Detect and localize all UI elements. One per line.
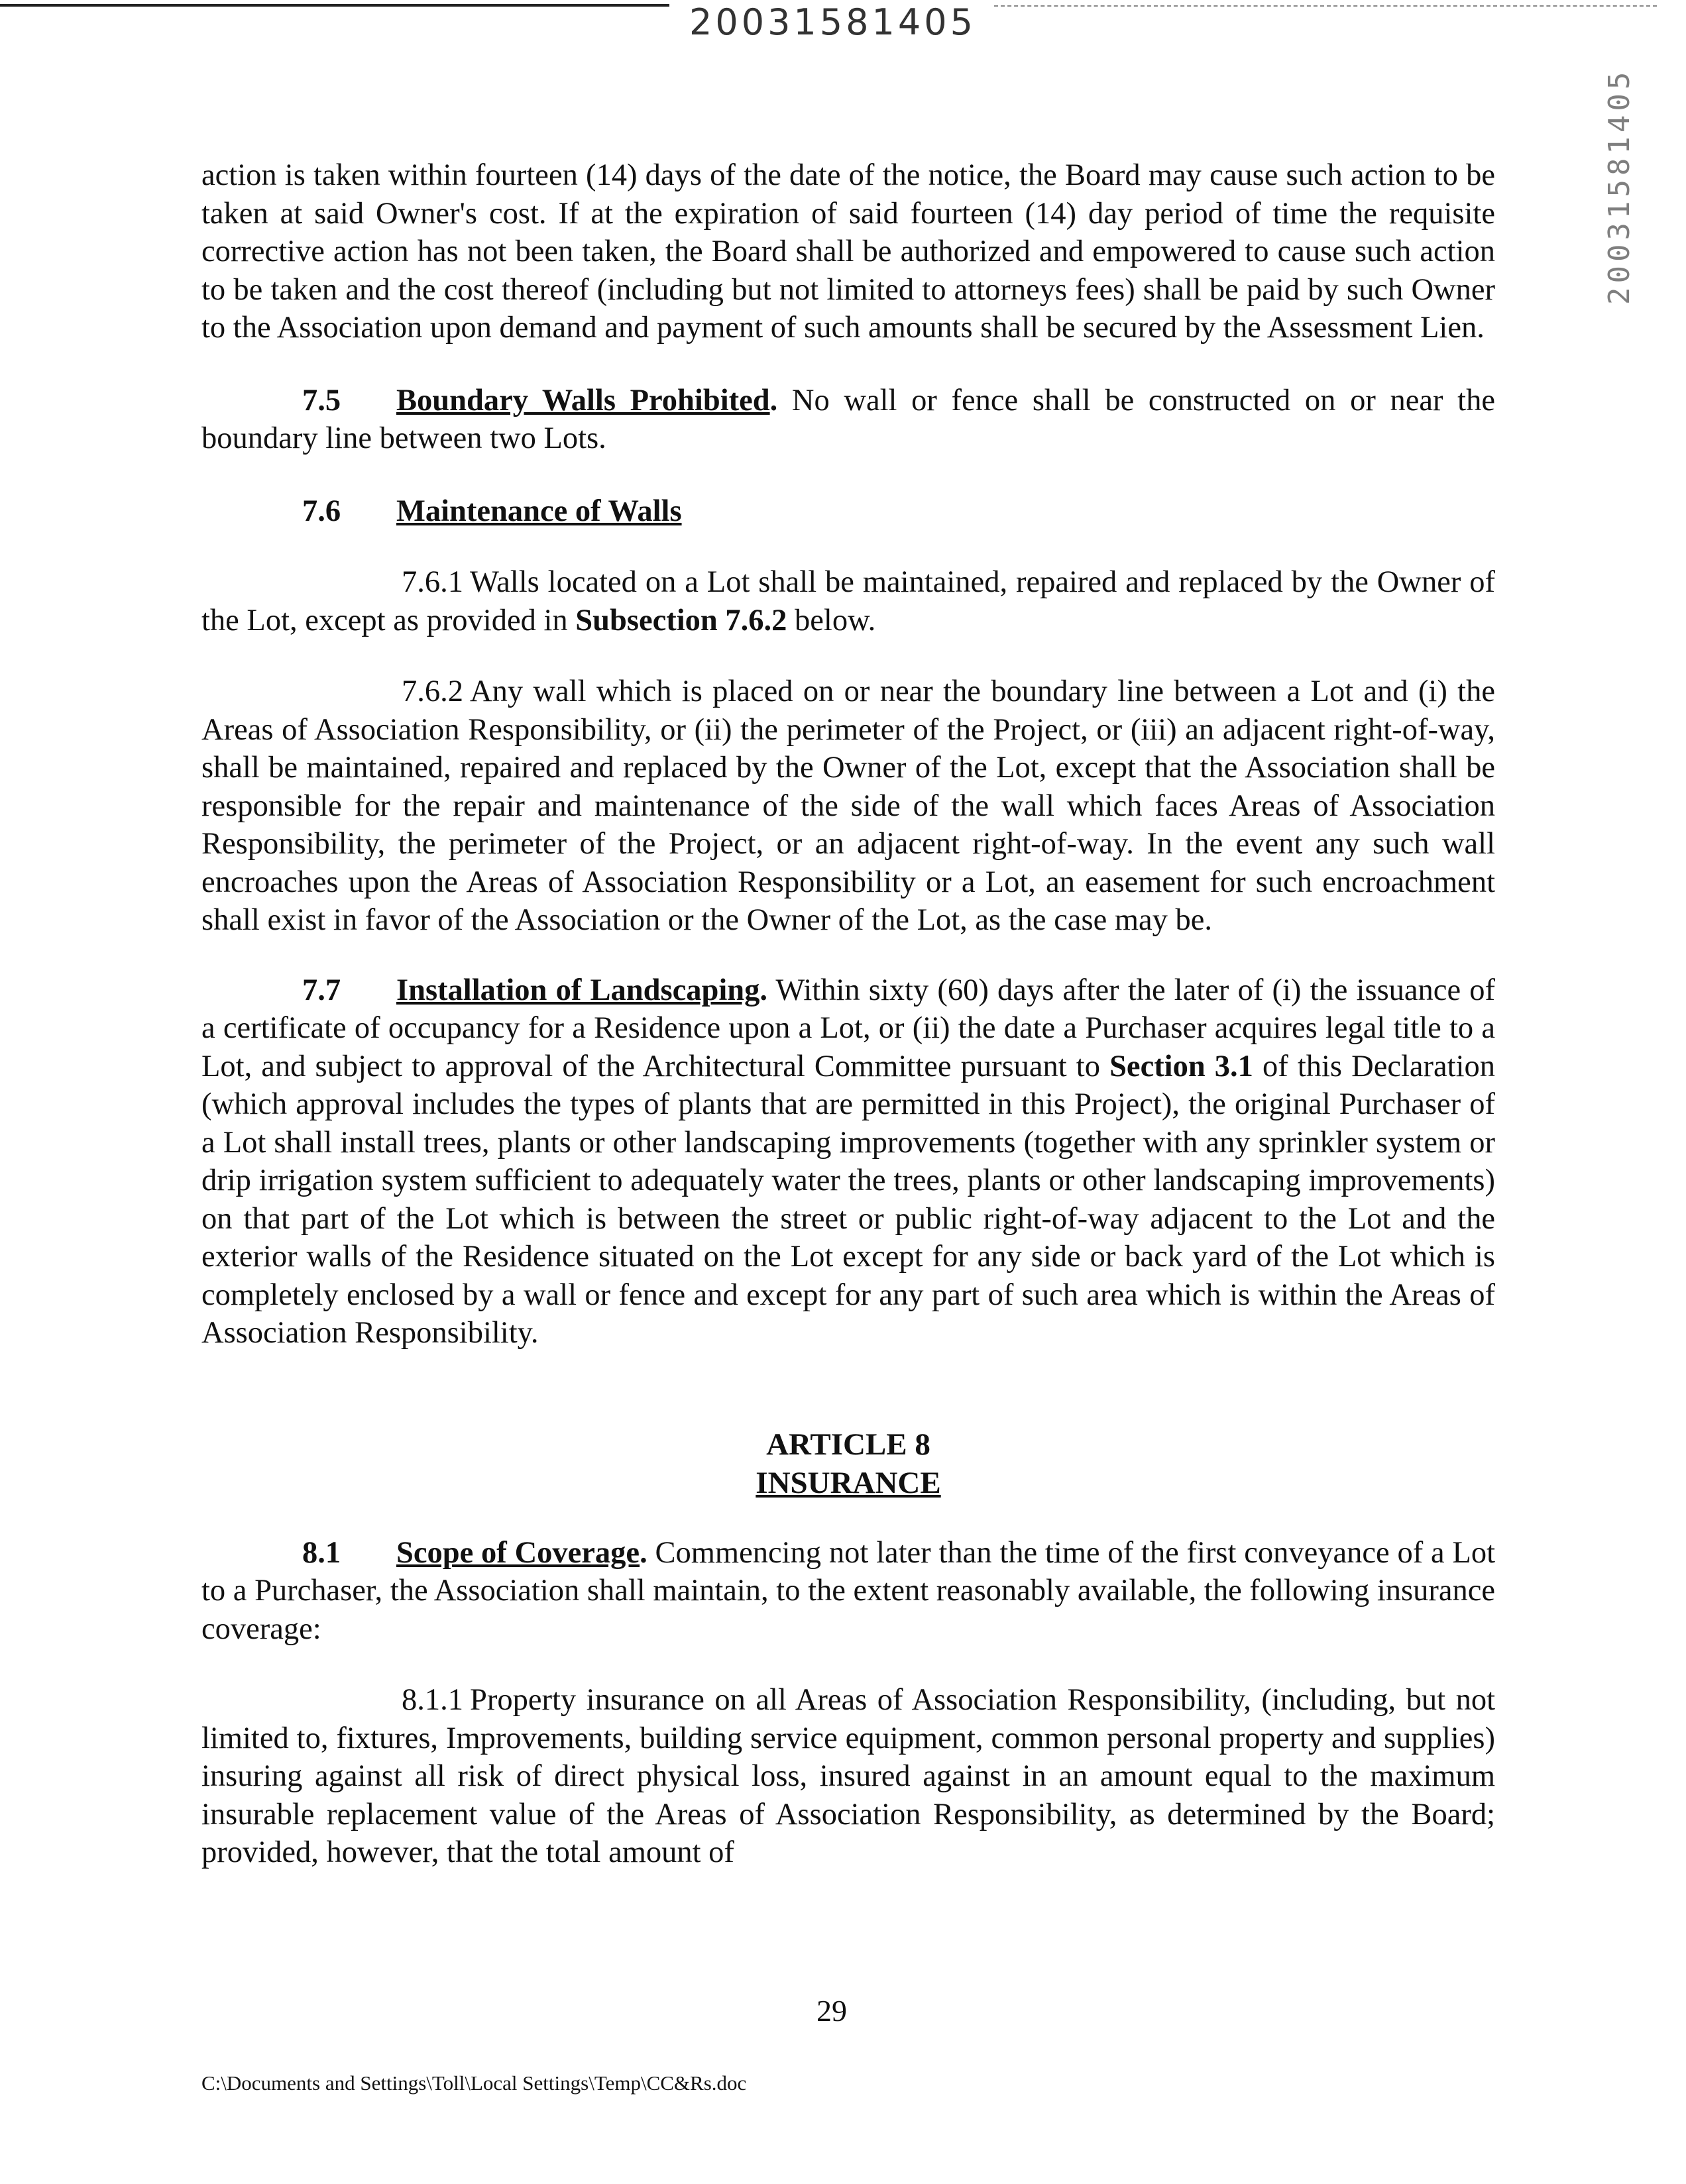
subsection-number: 8.1.1 (402, 1683, 463, 1717)
footer-file-path: C:\Documents and Settings\Toll\Local Settings\Temp\CC&Rs.doc (201, 2071, 747, 2095)
section-text: Commencing not later than the time of the first conveyance of a Lot to a Purchaser, the Association shall maintain, to the extent reasonably available, the following insurance coverage: (201, 1535, 1495, 1646)
section-number: 8.1 (302, 1535, 341, 1570)
section-text-b: of this Declaration (which approval includes the types of plants that are permitted in this Project), the original Purchaser of a Lot shall install trees, plants or other landscaping improvements (together with any sprinkler system or drip irrigation system sufficient to adequately water the trees, plants or other landscaping improvements) on that part of the Lot which is between the street or public right-of-way adjacent to the Lot and the exterior walls of the Residence situated on the Lot except for any side or back yard of the Lot which is completely enclosed by a wall or fence and except for any part of such area which is within the Areas of Association Responsibility. (201, 1049, 1495, 1350)
title-period: . (640, 1535, 647, 1570)
section-text: No wall or fence shall be constructed on or near the boundary line between two Lots. (201, 383, 1495, 455)
title-period: . (769, 383, 778, 417)
subsection-number: 7.6.2 (402, 675, 463, 708)
section-number: 7.6 (302, 494, 341, 528)
page-body (201, 156, 1495, 1872)
subsection-text: Any wall which is placed on or near the boundary line between a Lot and (i) the Areas of Association Responsibility, or (ii) the perimeter of the Project, or (iii) an adjacent right-of-way, shall be maintained, repaired and replaced by the Owner of the Lot, except that the Association shall be responsible for the repair and maintenance of the side of the wall which faces Areas of Association Responsibility, the perimeter of the Project, or an adjacent right-of-way. In the event any such wall encroaches upon the Areas of Association Responsibility or a Lot, an easement for such encroachment shall exist in favor of the Association or the Owner of the Lot, as the case may be. (201, 675, 1495, 937)
side-recording-stamp: 20031581405 (1602, 68, 1636, 305)
section-7-7 (201, 971, 1495, 1352)
section-8-1 (201, 1534, 1495, 1649)
top-rule-faint (994, 5, 1657, 7)
article-title: INSURANCE (756, 1465, 941, 1500)
section-title: Maintenance of Walls (396, 494, 682, 528)
section-title: Boundary Walls Prohibited (396, 383, 770, 417)
section-title: Installation of Landscaping (396, 973, 760, 1007)
subsection-text-b: below. (787, 603, 876, 637)
subsection-text-a: Walls located on a Lot shall be maintained, repaired and replaced by the Owner of the Lot, except as provided in (201, 565, 1495, 637)
subsection-7-6-2 (201, 673, 1495, 940)
subsection-number: 7.6.1 (402, 565, 463, 599)
top-rule (0, 4, 669, 7)
section-number: 7.7 (302, 973, 341, 1007)
article-heading (201, 1425, 1495, 1502)
section-text-a: Within sixty (60) days after the later of (i) the issuance of a certificate of occupancy for a Residence upon a Lot, or (ii) the date a Purchaser acquires legal title to a Lot, and subject to approval of the Architectural Committee pursuant to (201, 973, 1495, 1083)
intro-paragraph: action is taken within fourteen (14) days of the date of the notice, the Board may cause such action to be taken at said Owner's cost. If at the expiration of said fourteen (14) day period of time the requisite corrective action has not been taken, the Board shall be authorized and empowered to cause such action to be taken and the cost thereof (including but not limited to attorneys fees) shall be paid by such Owner to the Association upon demand and payment of such amounts shall be secured by the Assessment Lien. (201, 158, 1495, 345)
article-label: ARTICLE 8 (766, 1427, 930, 1462)
section-title: Scope of Coverage (396, 1535, 640, 1570)
section-7-6 (201, 492, 1495, 531)
section-7-5 (201, 382, 1495, 458)
document-number: 20031581405 (689, 1, 976, 43)
subsection-reference: Subsection 7.6.2 (575, 603, 787, 637)
subsection-7-6-1 (201, 563, 1495, 639)
subsection-text: Property insurance on all Areas of Association Responsibility, (including, but not limited to, fixtures, Improvements, building service equipment, common personal property and supplies) insuring against all risk of direct physical loss, insured against in an amount equal to the maximum insurable replacement value of the Areas of Association Responsibility, as determined by the Board; provided, however, that the total amount of (201, 1683, 1495, 1869)
title-period: . (759, 973, 767, 1007)
page-number: 29 (816, 1994, 847, 2028)
section-reference: Section 3.1 (1109, 1049, 1253, 1083)
section-number: 7.5 (302, 383, 341, 417)
subsection-8-1-1 (201, 1681, 1495, 1872)
